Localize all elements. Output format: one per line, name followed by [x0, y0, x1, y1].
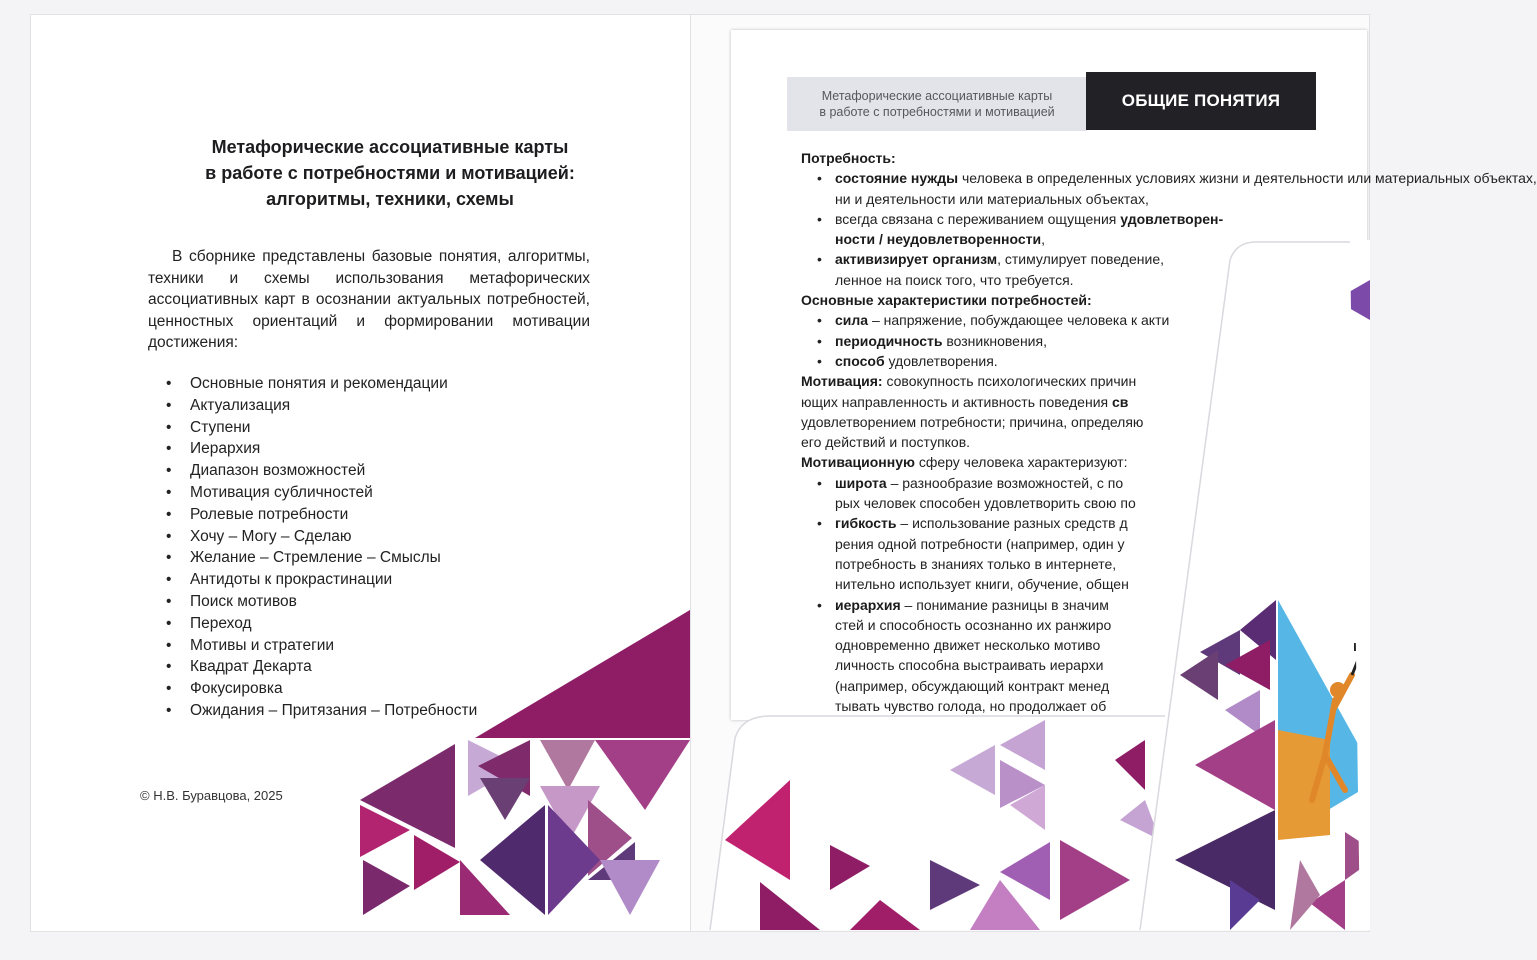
bold-term: гибкость [835, 515, 897, 532]
list-item: • Ступени [166, 417, 477, 439]
list-item: • Ожидания – Притязания – Потребности [166, 700, 477, 722]
text-segment: ни и деятельности или материальных объектах, [835, 190, 1149, 207]
list-item: • Желание – Стремление – Смыслы [166, 547, 477, 569]
brick-wall [1278, 730, 1330, 840]
text-segment: тывать чувство голода, но продолжает об [835, 698, 1107, 715]
list-item: • Актуализация [166, 395, 477, 417]
list-item: • Хочу – Могу – Сделаю [166, 526, 477, 548]
copyright: © Н.В. Буравцова, 2025 [140, 788, 283, 803]
header-line: в работе с потребностями и мотивацией [819, 105, 1055, 119]
bold-term: состояние нужды [835, 170, 959, 187]
text-segment: (например, обсуждающий контракт менед [835, 677, 1110, 694]
figure-head [1330, 682, 1346, 698]
bold-term: Мотивационную [801, 454, 915, 471]
text-segment: , стимулирует поведение, [997, 251, 1164, 268]
intro-text: В сборнике представлены базовые понятия, алгоритмы, техники и схемы использования метафорических ассоциативных карт в осознании актуальных потребностей, ценностных ориентаций и формировании мотивации достижения: [148, 248, 590, 351]
text-segment: потребность в знаниях только в интернете, [835, 555, 1117, 572]
text-segment: – использование разных средств д [896, 515, 1128, 532]
card-header-title: ОБЩИЕ ПОНЯТИЯ [1086, 72, 1316, 130]
text-segment: личность способна выстраивать иерархи [835, 657, 1104, 674]
title-line: в работе с потребностями и мотивацией: [205, 163, 575, 183]
list-item: • Основные понятия и рекомендации [166, 373, 477, 395]
list-item: • Квадрат Декарта [166, 656, 477, 678]
pocket-card-2 [1130, 240, 1380, 940]
title-line: Метафорические ассоциативные карты [211, 137, 569, 157]
text-segment: стей и способность осознанно их ранжиро [835, 616, 1112, 633]
header-line: Метафорические ассоциативные карты [821, 89, 1053, 103]
list-item: • Иерархия [166, 438, 477, 460]
bold-term: активизирует организм [835, 251, 998, 268]
text-segment: удовлетворения. [884, 352, 998, 369]
text-segment: , [1041, 231, 1045, 248]
list-item: • Ролевые потребности [166, 504, 477, 526]
text-segment: совокупность психологических причин [882, 373, 1137, 390]
text-segment: сферу человека характеризуют: [914, 454, 1128, 471]
pocket-flap-left [700, 710, 1220, 940]
list-item: • Антидоты к прокрастинации [166, 569, 477, 591]
text-segment: одновременно движет несколько мотиво [835, 637, 1101, 654]
bold-term: сила [835, 312, 869, 329]
text-segment: – напряжение, побуждающее человека к акти [868, 312, 1170, 329]
text-segment: ленное на поиск того, что требуется. [835, 271, 1074, 288]
list-item: • Фокусировка [166, 678, 477, 700]
text-segment: его действий и поступков. [801, 434, 971, 451]
text-segment: ющих направленность и активность поведения [801, 393, 1112, 410]
list-item: • Мотивация субличностей [166, 482, 477, 504]
list-item: • Поиск мотивов [166, 591, 477, 613]
bold-term: удовлетворен- [1120, 210, 1224, 227]
text-segment: – разнообразие возможностей, с по [886, 474, 1124, 491]
bold-term: способ [835, 352, 885, 369]
text-segment: – понимание разницы в значим [900, 596, 1109, 613]
list-item: • Переход [166, 613, 477, 635]
bold-term: Потребность: [801, 150, 896, 166]
bold-term: Основные характеристики потребностей: [801, 292, 1092, 309]
title-line: алгоритмы, техники, схемы [266, 189, 514, 209]
text-segment: рения одной потребности (например, один у [835, 535, 1125, 552]
text-segment: возникновения, [942, 332, 1047, 349]
text-segment: всегда связана с переживанием ощущения [835, 210, 1121, 227]
bold-term: иерархия [835, 596, 901, 613]
bold-term: периодичность [835, 332, 943, 349]
bold-term: ности / неудовлетворенности [835, 231, 1042, 248]
bold-term: св [1111, 393, 1129, 410]
bold-term: Мотивация: [801, 373, 883, 390]
text-segment: рых человек способен удовлетворить свою по [835, 495, 1136, 512]
list-item: • Диапазон возможностей [166, 460, 477, 482]
bold-term: широта [835, 474, 887, 491]
text-segment: человека в определенных условиях жизни и деятельности или материальных объектах, [958, 170, 1537, 187]
text-segment: удовлетворением потребности; причина, определяю [801, 413, 1144, 430]
text-segment: нительно использует книги, обучение, общен [835, 576, 1129, 593]
list-item: • Мотивы и стратегии [166, 635, 477, 657]
